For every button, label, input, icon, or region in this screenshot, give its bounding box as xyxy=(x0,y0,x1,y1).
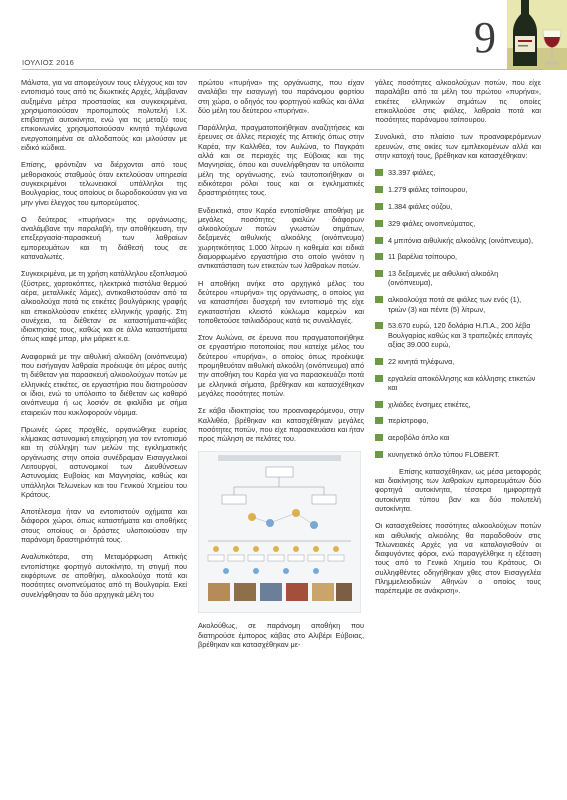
page-number: 9 xyxy=(474,13,496,62)
list-item: κυνηγετικό όπλο τύπου FLOBERT. xyxy=(375,450,541,459)
list-item: εργαλεία αποκόλλησης και κόλλησης ετικετών και xyxy=(375,374,541,393)
paragraph: Ο δεύτερος «πυρήνας» της οργάνωσης, αναλάμβανε την παραλαβή, την αποθήκευση, την επεξεργασία-παρασκευή των λαθραίων εμπορευμάτων και τη διάθεσή τους σε καταναλωτές. xyxy=(21,214,187,262)
paragraph: πρώτου «πυρήνα» της οργάνωσης, που είχαν αναλάβει την εισαγωγή του παράνομου φορτίου στη χώρα, ο οδηγός του φορτηγού καθώς και άλλα δύο μέλη του δεύτερου «πυρήνα». xyxy=(198,78,364,115)
square-bullet-icon xyxy=(375,186,383,193)
square-bullet-icon xyxy=(375,296,383,303)
paragraph: Οι κατασχεθείσες ποσότητες αλκοολούχων ποτών και αιθυλικής αλκοόλης θα παραδοθούν στις Τελωνειακές Αρχές για να καταλογισθούν οι διαφυγόντες φόροι, ενώ παραγγέλθηκε η εξέταση τους από το Γενικό Χημείο του Κράτους. Οι συλληφθέντες οδηγήθηκαν χθες στον Εισαγγελέα Πλημμελειοδικών Αθηνών ο οποίος τους παρέπεμψε σε ανάκριση». xyxy=(375,521,541,596)
list-item: 22 κινητά τηλέφωνα, xyxy=(375,357,541,366)
square-bullet-icon xyxy=(375,451,383,458)
paragraph: Ενδεικτικά, στον Καρέα εντοπίσθηκε αποθήκη με μεγάλες ποσότητες φιαλών διάφορων αλκοολούχων ποτών γνωστών σημάτων, δεξαμενές αιθυλικής αλκοόλης (οινόπνευμα) χωρητικότητας 1.000 λίτρων η καθεμία και ειδικά διαμορφωμένο εργαστήριο στο οποίο γινόταν η αντικατάσταση των ετικετών των λαθραίων ποτών. xyxy=(198,205,364,271)
list-item: 4 μπιτόνια αιθυλικής αλκοόλης (οινόπνευμα), xyxy=(375,236,541,245)
list-item: 1.384 φιάλες ούζου, xyxy=(375,202,541,211)
list-item: 329 φιάλες οινοπνεύματος, xyxy=(375,219,541,228)
wine-bottle-icon xyxy=(507,0,567,70)
square-bullet-icon xyxy=(375,237,383,244)
article-column-3 xyxy=(375,78,541,604)
paragraph: Παράλληλα, πραγματοποιήθηκαν αναζητήσεις και έρευνες σε άλλες περιοχές της Αττικής όπως στην Καρέα, την Καλλιθέα, τον Αυλώνα, το Παγκράτι αλλά και σε περιοχές της Εύβοιας και της Μαγνησίας, όπου και συνελήφθησαν τα υπόλοιπα μέλη της οργάνωσης, ενώ ταυτοποιήθηκαν οι ειδικότεροι ρόλοι τους και οι εγκληματικές δραστηριότητες τους. xyxy=(198,123,364,198)
paragraph: Ακολούθως, σε παράνομη αποθήκη που διατηρούσε έμπορος κάβας στο Αλιβέρι Εύβοιας, βρέθηκαν και κατασχέθηκαν με- xyxy=(198,621,364,649)
list-item: 1.279 φιάλες τσίπουρου, xyxy=(375,185,541,194)
list-item: 53.670 ευρώ, 120 δολάρια Η.Π.Α., 200 λέβα Βουλγαρίας καθώς και 3 τραπεζικές επιταγές αξίας 39.000 ευρώ, xyxy=(375,321,541,349)
paragraph: Μάλιστα, για να αποφεύγουν τους ελέγχους και τον εντοπισμό τους από τις διωκτικές Αρχές, λάμβαναν αυξημένα μέτρα προστασίας και συγκεκριμένα, χρησιμοποιούσαν προπομπούς πολυτελή Ι.Χ. επιβατηγά αυτοκίνητα, ενώ για τις μεταξύ τους επικοινωνίες χρησιμοποιούσαν κινητά τηλέφωνα ενεργοποιημένα σε αλλοδαπούς και μιλούσαν με ειδικό κώδικα. xyxy=(21,78,187,153)
paragraph: Συγκεκριμένα, με τη χρήση κατάλληλου εξοπλισμού (ξύστρες, χαρτοκόπτες, ηλεκτρικά πιστόλια θερμού αέρα, μεταλλικές λάμες), αντικαθιστούσαν από τα αλκοολούχα ποτά τις ετικέτες βουλγάρικης γραφής και επικολλούσαν ετικέτες ελληνικής γραφής. Στη συνέχεια, τα διέθεταν σε καταστήματα-κάβες ιδιοκτησίας τους, καθώς και σε άλλα καταστήματα όπως καφέ μπαρ, μίνι μάρκετ κ.α. xyxy=(21,269,188,344)
square-bullet-icon xyxy=(375,375,383,382)
list-item: 11 βαρέλια τσίπουρο, xyxy=(375,252,541,261)
list-item: 33.397 φιάλες, xyxy=(375,168,541,177)
square-bullet-icon xyxy=(375,169,383,176)
paragraph: γάλες ποσότητες αλκοολούχων ποτών, που είχε παραλάβει από τα μέλη του πρώτου «πυρήνα», ετικέτες ελληνικών σημάτων τις οποίες επικολλούσε στις φιάλες, λαθραία ποτά και ποσότητες παράνομου τσίπουρου. xyxy=(375,78,541,125)
paragraph: Αποτέλεσμα ήταν να εντοπιστούν οχήματα και διάφοροι χώροι, όπως καταστήματα και αποθήκες στους οποίους οι δράστες υλοποιούσαν την παράνομη δραστηριότητά τους. xyxy=(21,507,187,545)
article-column-1 xyxy=(21,78,187,607)
paragraph: Αναλυτικότερα, στη Μεταμόρφωση Αττικής εντοπίστηκε φορτηγό αυτοκίνητο, τη στιγμή που εκφόρτωνε σε αποθήκη, αλκοολούχα ποτά και ποσότητες οινοπνεύματος από τη Βουλγαρία. Εκεί συνελήφθησαν τα δύο αρχηγικά μέλη του xyxy=(21,552,187,599)
list-item: αλκοολούχα ποτά σε φιάλες των ενός (1), τριών (3) και πέντε (5) λίτρων, xyxy=(375,295,541,314)
paragraph: Επίσης κατασχέθηκαν, ως μέσα μεταφοράς και διακίνησης των λαθραίων εμπορευμάτων δύο φορτηγά αυτοκίνητα, τέσσερα ημιφορτηγά αυτοκίνητα τύπου βαν και δύο πολυτελή αυτοκίνητα. xyxy=(375,466,541,513)
list-item: 13 δεξαμενές με αιθυλική αλκοόλη (οινόπνευμα), xyxy=(375,269,541,288)
list-item: χιλιάδες ένσημες ετικέτες, xyxy=(375,400,541,409)
page-header xyxy=(0,0,567,72)
wine-bottle-photo xyxy=(507,0,567,70)
square-bullet-icon xyxy=(375,253,383,260)
list-item: αεροβόλο όπλο και xyxy=(375,433,541,442)
list-item: περίστροφο, xyxy=(375,416,541,425)
square-bullet-icon xyxy=(375,203,383,210)
paragraph: Σε κάβα ιδιοκτησίας του προαναφερόμενου, στην Καλλιθέα, βρέθηκαν και κατασχέθηκαν μεγάλες ποσότητες ποτών, που είχε παρασκευάσει και ήταν προς πώληση σε πελάτες του. xyxy=(198,406,364,444)
paragraph: Αναφορικά με την αιθυλική αλκοόλη (οινόπνευμα) που εισήγαγαν λαθραία προέκυψε ότι μέρος αυτής τη διέθεταν για παρασκευή αλκοολούχων ποτών με ελληνικές ετικέτες, σε εργαστήρια που διατηρούσαν οι ίδιοι, ενώ το υπόλοιπο το διέθεταν ως καθαρό οινόπνευμα ή ως λοσιόν σε φιαλίδια με σήμα εταιρειών που κυκλοφορούν νόμιμα. xyxy=(21,351,187,417)
square-bullet-icon xyxy=(375,322,383,329)
seized-items-list xyxy=(375,168,541,459)
issue-date: ΙΟΥΛΙΟΣ 2016 xyxy=(22,58,75,67)
square-bullet-icon xyxy=(375,401,383,408)
square-bullet-icon xyxy=(375,358,383,365)
square-bullet-icon xyxy=(375,220,383,227)
article-column-2 xyxy=(198,78,364,657)
paragraph: Στον Αυλώνα, σε έρευνα που πραγματοποιήθηκε σε εργαστήριο ποτοποιίας που κατείχε μέλος του δεύτερου «πυρήνα», ο οποίος όπως προέκυψε προμηθευόταν αιθυλική αλκοόλη (οινόπνευμα) από την αποθήκη του Καρέα για να παρασκευάζει ποτά με ελληνικά σήματα, βρέθηκαν και κατασχέθηκαν μεγάλες ποσότητες ποτών. xyxy=(198,333,364,398)
square-bullet-icon xyxy=(375,434,383,441)
paragraph: Η αποθήκη ανήκε στο αρχηγικό μέλος του δεύτερου «πυρήνα» της οργάνωσης, ο οποίος για να κατασπήσει δυσχερή τον εντοπισμό της είχε εγκαταστήσει κλειστό κύκλωμα καμερών και τοποθετούσε τσιλιαδόρους κατά τις συναλλαγές. xyxy=(198,278,364,325)
paragraph: Πρωινές ώρες προχθές, οργανώθηκε ευρείας κλίμακας αστυνομική επιχείρηση για τον εντοπισμό και τη σύλληψη των μελών της εγκληματικής οργάνωσης στην οποία συνέδραμαν Εισαγγελικοί Λειτουργοί, αστυνομικοί των Διευθύνσεων Αστυνομίας Ευβοίας και Μαγνησίας, καθώς και υπάλληλοι Τελωνείων και του Γενικού Χημείου του Κράτους. xyxy=(21,424,187,499)
square-bullet-icon xyxy=(375,270,383,277)
paragraph: Επίσης, φρόντιζαν να διέρχονται από τους μεθοριακούς σταθμούς όταν εκτελούσαν υπηρεσία συγκεκριμένοι τελωνειακοί υπάλληλοι της Βουλγαρίας, τους οποίους οι δωροδοκούσαν για να μην γίνει έλεγχος του εμπορεύματος. xyxy=(21,160,187,207)
organization-chart-image xyxy=(198,451,361,613)
square-bullet-icon xyxy=(375,417,383,424)
header-divider xyxy=(22,69,542,70)
paragraph: Συνολικά, στο πλαίσιο των προαναφερόμενων ερευνών, στις οικίες των εμπλεκομένων αλλά και στην κατοχή τους, βρέθηκαν και κατασχέθηκαν: xyxy=(375,132,541,161)
